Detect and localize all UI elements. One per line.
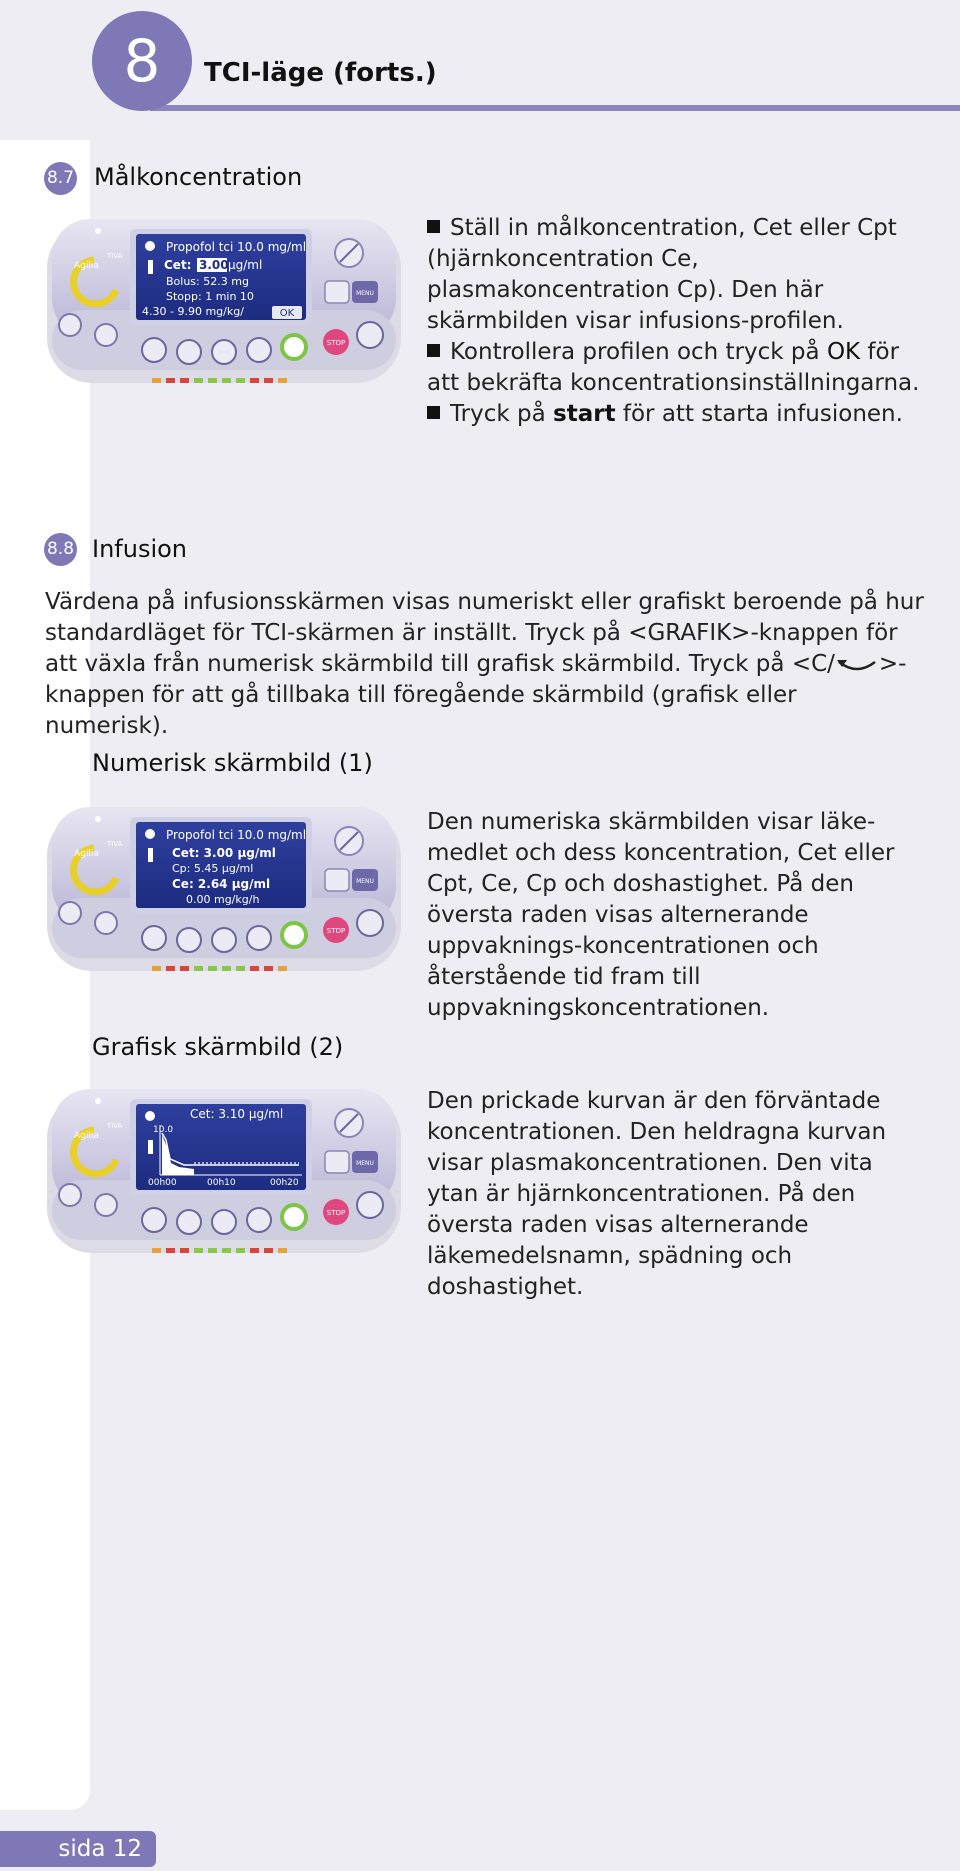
graphic-screen-text: Den prickade kurvan är den förväntade koncentrationen. Den heldragna kurvan visar plasmakoncentrationen. Den vita ytan är hjärnkoncentrationen. På den översta raden visas alternerande läkemedelsnamn, spädning och doshastighet. <box>427 1088 887 1300</box>
screen1-cet-label: Cet: <box>164 258 192 272</box>
graphic-screen-title: Grafisk skärmbild (2) <box>92 1033 344 1061</box>
svg-text:STOP: STOP <box>326 339 346 347</box>
screen1-stop: Stopp: 1 min 10 <box>166 290 254 303</box>
screen1-cet-unit: µg/ml <box>228 258 263 272</box>
screen3-t1: 00h10 <box>207 1178 236 1188</box>
page-number: sida 12 <box>0 1831 156 1867</box>
chapter-number: 8 <box>92 11 192 111</box>
header-rule <box>150 105 960 111</box>
screen2-line1: Propofol tci 10.0 mg/ml <box>166 828 307 842</box>
bullet-2-pre: Kontrollera profilen och tryck på <box>450 339 827 365</box>
svg-text:TIVA: TIVA <box>107 840 123 848</box>
svg-text:STOP: STOP <box>326 1209 346 1217</box>
screen1-bolus: Bolus: 52.3 mg <box>166 275 249 288</box>
numeric-screen-title: Numerisk skärmbild (1) <box>92 749 373 777</box>
screen3-t0: 00h00 <box>148 1178 177 1188</box>
bullet-2-post: för att bekräfta koncentrationsinställningarna. <box>427 339 920 396</box>
section-title-87: Målkoncentration <box>94 163 303 191</box>
svg-text:MENU: MENU <box>356 878 374 885</box>
bullet-1: Ställ in målkoncentration, Cet eller Cpt (hjärnkoncentration Ce, plasmakoncentration Cp). Den här skärmbilden visar infusions-profilen. <box>427 215 897 334</box>
bullet-3-bold: start <box>553 401 616 427</box>
section-88-intro <box>45 587 925 742</box>
screen1-cet-value: 3.00 <box>199 258 229 272</box>
svg-text:Agilia: Agilia <box>74 1131 99 1141</box>
pump-device-graphic <box>44 1085 404 1260</box>
svg-text:TIVA: TIVA <box>107 252 123 260</box>
section-number-87: 8.7 <box>44 162 77 195</box>
section-87-text <box>427 213 927 430</box>
screen1-range: 4.30 - 9.90 mg/kg/ <box>142 305 244 318</box>
pump-device-numeric <box>44 803 404 978</box>
screen1-ok: OK <box>279 308 295 319</box>
bullet-icon <box>427 406 440 419</box>
bullet-3-pre: Tryck på <box>450 401 554 427</box>
screen2-cet: Cet: 3.00 µg/ml <box>172 846 276 860</box>
screen3-ymax: 10.0 <box>153 1125 174 1135</box>
intro-text-end: >-knappen för att gå tillbaka till föregående skärmbild (grafisk eller numerisk). <box>45 651 907 739</box>
svg-text:MENU: MENU <box>356 290 374 297</box>
screen1-line1: Propofol tci 10.0 mg/ml <box>166 240 307 254</box>
bullet-icon <box>427 344 440 357</box>
pump-device-target <box>44 215 404 390</box>
numeric-screen-text: Den numeriska skärmbilden visar läke-medlet och dess koncentration, Cet eller Cpt, Ce, Cp och doshastighet. På den översta raden visas alternerande uppvaknings-koncentrationen och återstående tid fram till uppvakningskoncentrationen. <box>427 809 895 1021</box>
intro-text: Värdena på infusionsskärmen visas numeriskt eller grafiskt beroende på hur standardläget för TCI-skärmen är inställt. Tryck på <GRAFIK>-knappen för att växla från numerisk skärmbild till grafisk skärmbild. Tryck på <C/ <box>45 589 924 677</box>
bullet-3-post: för att starta infusionen. <box>615 401 903 427</box>
screen3-cet: Cet: 3.10 µg/ml <box>190 1107 284 1121</box>
bullet-icon <box>427 220 440 233</box>
section-number-88: 8.8 <box>44 533 77 566</box>
screen2-cp: Cp: 5.45 µg/ml <box>172 862 254 875</box>
bullet-2-bold: OK <box>826 339 861 365</box>
back-arrow-icon <box>835 656 879 674</box>
screen3-t2: 00h20 <box>270 1178 299 1188</box>
svg-text:STOP: STOP <box>326 927 346 935</box>
screen2-ce: Ce: 2.64 µg/ml <box>172 877 271 891</box>
section-title-88: Infusion <box>92 535 188 563</box>
screen2-rate: 0.00 mg/kg/h <box>186 893 260 906</box>
svg-text:Agilia: Agilia <box>74 849 99 859</box>
chapter-title: TCI-läge (forts.) <box>204 58 437 88</box>
svg-text:TIVA: TIVA <box>107 1122 123 1130</box>
svg-text:MENU: MENU <box>356 1160 374 1167</box>
svg-text:Agilia: Agilia <box>74 261 99 271</box>
